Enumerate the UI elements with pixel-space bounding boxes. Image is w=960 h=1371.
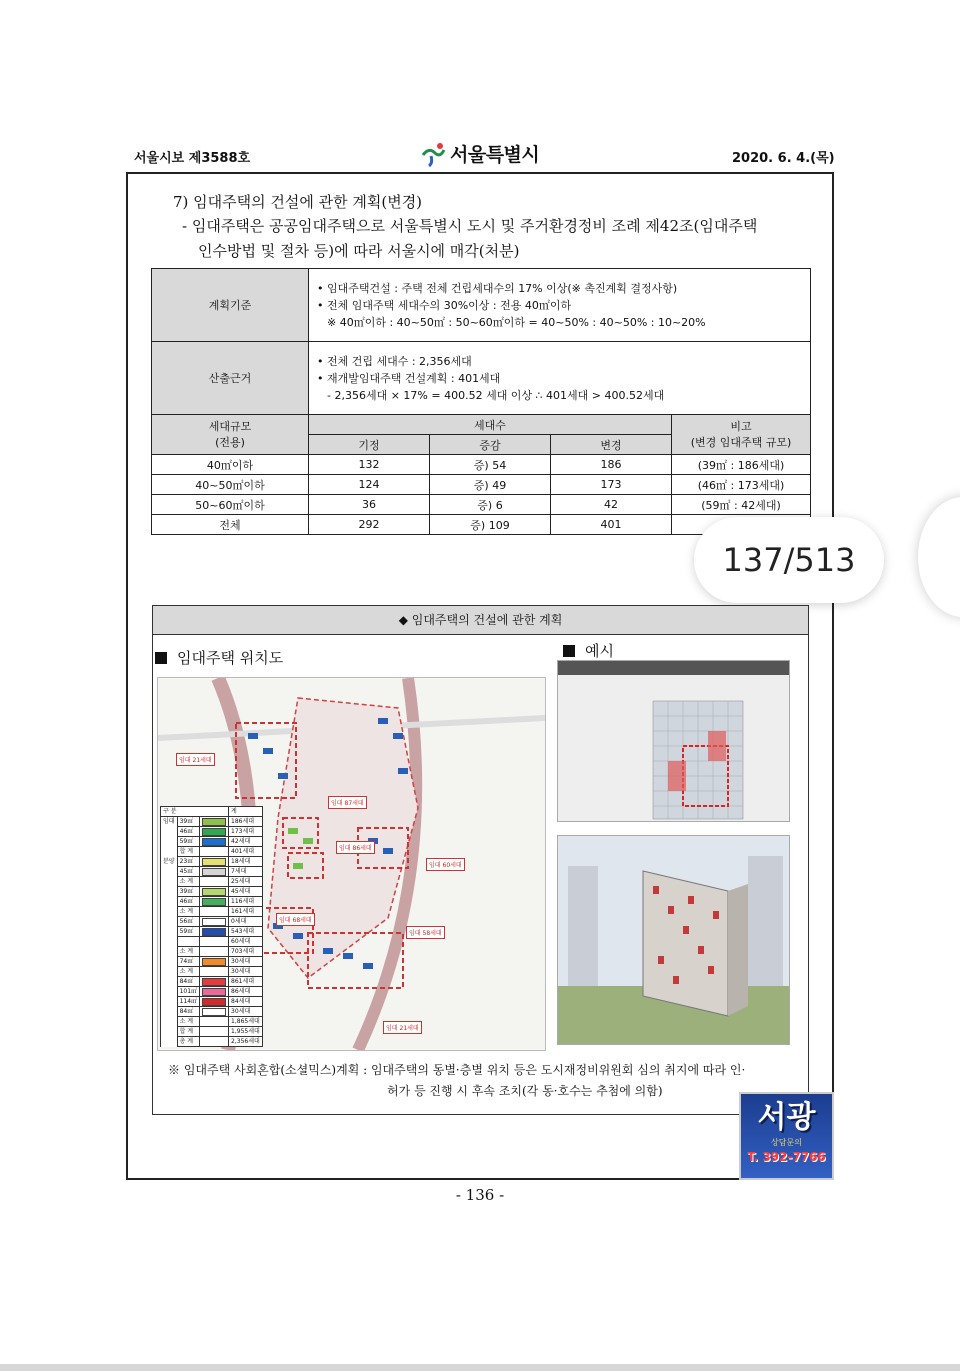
section-description	[182, 214, 822, 264]
table-row	[152, 475, 811, 495]
seoul-emblem-icon	[420, 141, 446, 167]
logo-text: 서울특별시	[450, 144, 540, 166]
basis-item: - 2,356세대 × 17% = 400.52 세대 이상 ∴ 401세대 > 400.52세대	[327, 388, 665, 402]
legend-row	[161, 927, 263, 937]
legend-row	[161, 947, 263, 957]
legend-swatch-cell	[200, 927, 229, 937]
criteria-item: • 전체 임대주택 세대수의 30%이상 : 전용 40㎡이하	[317, 298, 572, 312]
legend-count: 45세대	[229, 887, 263, 897]
legend-swatch	[202, 818, 226, 826]
legend-swatch-cell	[200, 907, 229, 917]
legend-swatch-cell	[200, 877, 229, 887]
cell-size: 40~50㎡이하	[152, 475, 309, 495]
legend-group	[161, 977, 178, 987]
cell-note: (59㎡ : 42세대)	[672, 495, 811, 515]
cell-note: (39㎡ : 186세대)	[672, 455, 811, 475]
legend-count: 161세대	[229, 907, 263, 917]
legend-group	[161, 987, 178, 997]
note-line1: ※ 임대주택 사회혼합(소셜믹스)계획 : 임대주택의 동별·층별 위치 등은 도시재정비위원회 심의 취지에 따라 인·	[168, 1063, 746, 1077]
section-desc-line2: 인수방법 및 절차 등)에 따라 서울시에 매각(처분)	[198, 242, 520, 260]
example-elevation-image	[557, 660, 790, 822]
legend-area: 23㎡	[177, 857, 199, 867]
legend-swatch	[202, 1008, 226, 1016]
legend-area: 합 계	[177, 1027, 199, 1037]
legend-swatch-cell	[200, 897, 229, 907]
cell-existing: 124	[309, 475, 430, 495]
map-label: 임대 86세대	[336, 841, 375, 854]
legend-row	[161, 937, 263, 947]
legend-group	[161, 867, 178, 877]
legend-count: 2,356세대	[229, 1037, 263, 1047]
cell-size: 40㎡이하	[152, 455, 309, 475]
legend-group	[161, 1007, 178, 1017]
section-title: 7) 임대주택의 건설에 관한 계획(변경)	[173, 193, 423, 211]
legend-row	[161, 827, 263, 837]
legend-count: 30세대	[229, 967, 263, 977]
example-3d-render-image	[557, 835, 790, 1045]
legend-count: 186세대	[229, 817, 263, 827]
cell-new: 401	[551, 515, 672, 535]
legend-count: 703세대	[229, 947, 263, 957]
render-drawing	[558, 836, 789, 1044]
table-row	[152, 495, 811, 515]
legend-count: 401세대	[229, 847, 263, 857]
legend-area: 소 계	[177, 967, 199, 977]
legend-swatch	[202, 978, 226, 986]
legend-swatch	[202, 998, 226, 1006]
criteria-label: 계획기준	[152, 269, 309, 342]
legend-row	[161, 867, 263, 877]
legend-swatch-cell	[200, 817, 229, 827]
legend-count: 116세대	[229, 897, 263, 907]
legend-swatch-cell	[200, 857, 229, 867]
legend-count: 86세대	[229, 987, 263, 997]
legend-count: 25세대	[229, 877, 263, 887]
col-change-header: 증감	[430, 435, 551, 455]
legend-swatch-cell	[200, 977, 229, 987]
legend-area: 101㎡	[177, 987, 199, 997]
legend-count: 84세대	[229, 997, 263, 1007]
legend-count: 173세대	[229, 827, 263, 837]
legend-swatch-cell	[200, 947, 229, 957]
legend-area: 45㎡	[177, 867, 199, 877]
legend-area: 소 계	[177, 877, 199, 887]
legend-area: 84㎡	[177, 977, 199, 987]
legend-count: 7세대	[229, 867, 263, 877]
page-counter: 137/513	[694, 517, 884, 603]
cell-change: 증) 54	[430, 455, 551, 475]
badge-subtitle: 상담문의	[771, 1138, 802, 1147]
legend-group	[161, 927, 178, 937]
badge-title: 서광	[757, 1100, 816, 1135]
legend-area: 84㎡	[177, 1007, 199, 1017]
legend-area: 74㎡	[177, 957, 199, 967]
legend-row	[161, 887, 263, 897]
map-heading	[155, 647, 283, 668]
legend-area: 59㎡	[177, 837, 199, 847]
legend-row	[161, 1007, 263, 1017]
example-heading	[563, 640, 614, 661]
legend-swatch-cell	[200, 837, 229, 847]
legend-swatch-cell	[200, 1027, 229, 1037]
legend-swatch	[202, 988, 226, 996]
legend-group	[161, 827, 178, 837]
legend-row	[161, 1037, 263, 1047]
legend-row	[161, 907, 263, 917]
legend-swatch	[202, 958, 226, 966]
cell-existing: 292	[309, 515, 430, 535]
cell-change: 증) 6	[430, 495, 551, 515]
legend-swatch	[202, 828, 226, 836]
col-size-header	[152, 415, 309, 455]
legend-swatch	[202, 858, 226, 866]
legend-swatch	[202, 928, 226, 936]
basis-label: 산출근거	[152, 342, 309, 415]
legend-group	[161, 887, 178, 897]
legend-count: 0세대	[229, 917, 263, 927]
legend-group	[161, 877, 178, 887]
legend-group	[161, 997, 178, 1007]
col-new-header: 변경	[551, 435, 672, 455]
next-page-edge-button[interactable]	[918, 497, 960, 617]
cell-new: 173	[551, 475, 672, 495]
legend-group	[161, 947, 178, 957]
legend-area: 39㎡	[177, 817, 199, 827]
cell-existing: 132	[309, 455, 430, 475]
legend-count: 30세대	[229, 957, 263, 967]
legend-swatch	[202, 868, 226, 876]
legend-row	[161, 977, 263, 987]
legend-row	[161, 957, 263, 967]
legend-group	[161, 897, 178, 907]
legend-area: 56㎡	[177, 917, 199, 927]
basis-row	[152, 342, 811, 415]
col-units-header: 세대수	[309, 415, 672, 435]
legend-area: 소 계	[177, 907, 199, 917]
cell-note: (46㎡ : 173세대)	[672, 475, 811, 495]
legend-swatch	[202, 918, 226, 926]
legend-area: 46㎡	[177, 897, 199, 907]
basis-content	[309, 342, 811, 415]
legend-row	[161, 917, 263, 927]
legend-swatch-cell	[200, 917, 229, 927]
legend-area: 39㎡	[177, 887, 199, 897]
legend-group	[161, 907, 178, 917]
map-label: 임대 21세대	[176, 753, 215, 766]
legend-group	[161, 957, 178, 967]
legend-row	[161, 837, 263, 847]
col-note-label: 비고	[730, 419, 752, 433]
legend-swatch-cell	[200, 1037, 229, 1047]
legend-area: 합 계	[177, 847, 199, 857]
legend-group	[161, 1027, 178, 1037]
cell-size: 50~60㎡이하	[152, 495, 309, 515]
legend-group	[161, 1037, 178, 1047]
issue-date: 2020. 6. 4.(목)	[732, 151, 835, 166]
square-bullet-icon	[563, 645, 575, 657]
basis-item: • 재개발임대주택 건설계획 : 401세대	[317, 371, 501, 385]
legend-row	[161, 857, 263, 867]
legend-group	[161, 937, 178, 947]
col-size-label: 세대규모	[208, 419, 252, 433]
col-size-sublabel: (전용)	[215, 435, 245, 449]
legend-group: 임대	[161, 817, 178, 827]
criteria-content	[309, 269, 811, 342]
legend-group	[161, 1017, 178, 1027]
square-bullet-icon	[155, 652, 167, 664]
legend-count: 861세대	[229, 977, 263, 987]
social-mix-note	[168, 1060, 808, 1102]
legend-swatch-cell	[200, 967, 229, 977]
map-title: 임대주택 위치도	[177, 649, 284, 667]
legend-row	[161, 897, 263, 907]
cell-new: 42	[551, 495, 672, 515]
elevation-drawing	[558, 661, 789, 821]
legend-swatch-cell	[200, 847, 229, 857]
bottom-bar	[0, 1364, 960, 1371]
legend-group	[161, 967, 178, 977]
legend-row	[161, 1017, 263, 1027]
legend-header-row	[161, 807, 263, 817]
example-title: 예시	[585, 642, 614, 660]
legend-area	[177, 937, 199, 947]
legend-swatch-cell	[200, 827, 229, 837]
legend-row	[161, 997, 263, 1007]
legend-swatch-cell	[200, 1007, 229, 1017]
legend-count: 60세대	[229, 937, 263, 947]
gazette-issue: 서울시보 제3588호	[134, 151, 251, 166]
legend-group	[161, 847, 178, 857]
legend-swatch-cell	[200, 937, 229, 947]
legend-row	[161, 967, 263, 977]
legend-count: 1,865세대	[229, 1017, 263, 1027]
criteria-item: ※ 40㎡이하 : 40~50㎡ : 50~60㎡이하 = 40~50% : 40~50% : 10~20%	[327, 315, 706, 329]
legend-count: 543세대	[229, 927, 263, 937]
cell-change: 증) 109	[430, 515, 551, 535]
table-header-row	[152, 415, 811, 435]
legend-swatch	[202, 898, 226, 906]
legend-row	[161, 987, 263, 997]
legend-swatch-cell	[200, 957, 229, 967]
badge-phone: T. 392-7766	[747, 1150, 826, 1164]
legend-area: 59㎡	[177, 927, 199, 937]
map-label: 임대 87세대	[328, 796, 367, 809]
map-legend-table	[160, 806, 263, 1047]
map-label: 임대 21세대	[383, 1021, 422, 1034]
rental-plan-table	[151, 268, 811, 535]
legend-row	[161, 1027, 263, 1037]
legend-swatch-cell	[200, 1017, 229, 1027]
legend-area: 114㎡	[177, 997, 199, 1007]
legend-area: 소 계	[177, 947, 199, 957]
table-row	[152, 455, 811, 475]
criteria-row	[152, 269, 811, 342]
basis-item: • 전체 건립 세대수 : 2,356세대	[317, 354, 472, 368]
legend-swatch-cell	[200, 997, 229, 1007]
legend-swatch-cell	[200, 987, 229, 997]
legend-row	[161, 847, 263, 857]
legend-swatch-cell	[200, 867, 229, 877]
legend-group: 분양	[161, 857, 178, 867]
legend-count: 1,955세대	[229, 1027, 263, 1037]
section-desc-line1: - 임대주택은 공공임대주택으로 서울특별시 도시 및 주거환경정비 조례 제42조(임대주택	[182, 217, 758, 235]
legend-count: 30세대	[229, 1007, 263, 1017]
legend-row	[161, 817, 263, 827]
legend-group	[161, 837, 178, 847]
note-line2: 허가 등 진행 시 후속 조치(각 동·호수는 추첨에 의함)	[387, 1084, 663, 1098]
map-label: 임대 60세대	[426, 858, 465, 871]
cell-change: 증) 49	[430, 475, 551, 495]
panel-title: ◆ 임대주택의 건설에 관한 계획	[153, 606, 808, 635]
col-note-sublabel: (변경 임대주택 규모)	[690, 435, 792, 449]
legend-area: 총 계	[177, 1037, 199, 1047]
legend-count: 18세대	[229, 857, 263, 867]
legend-count: 42세대	[229, 837, 263, 847]
legend-area: 46㎡	[177, 827, 199, 837]
legend-swatch	[202, 888, 226, 896]
col-existing-header: 기정	[309, 435, 430, 455]
legend-group	[161, 917, 178, 927]
legend-swatch-cell	[200, 887, 229, 897]
col-note-header	[672, 415, 811, 455]
criteria-item: • 임대주택건설 : 주택 전체 건립세대수의 17% 이상(※ 촉진계획 결정사항)	[317, 281, 678, 295]
legend-header-category: 구 분	[161, 807, 229, 817]
legend-header-total: 계	[229, 807, 263, 817]
cell-size: 전체	[152, 515, 309, 535]
map-label: 임대 68세대	[276, 913, 315, 926]
agency-badge	[739, 1092, 834, 1180]
legend-swatch	[202, 838, 226, 846]
cell-existing: 36	[309, 495, 430, 515]
seoul-logo	[420, 140, 539, 167]
page-number: - 136 -	[455, 1186, 505, 1204]
legend-row	[161, 877, 263, 887]
legend-area: 소 계	[177, 1017, 199, 1027]
cell-new: 186	[551, 455, 672, 475]
map-label: 임대 58세대	[406, 926, 445, 939]
